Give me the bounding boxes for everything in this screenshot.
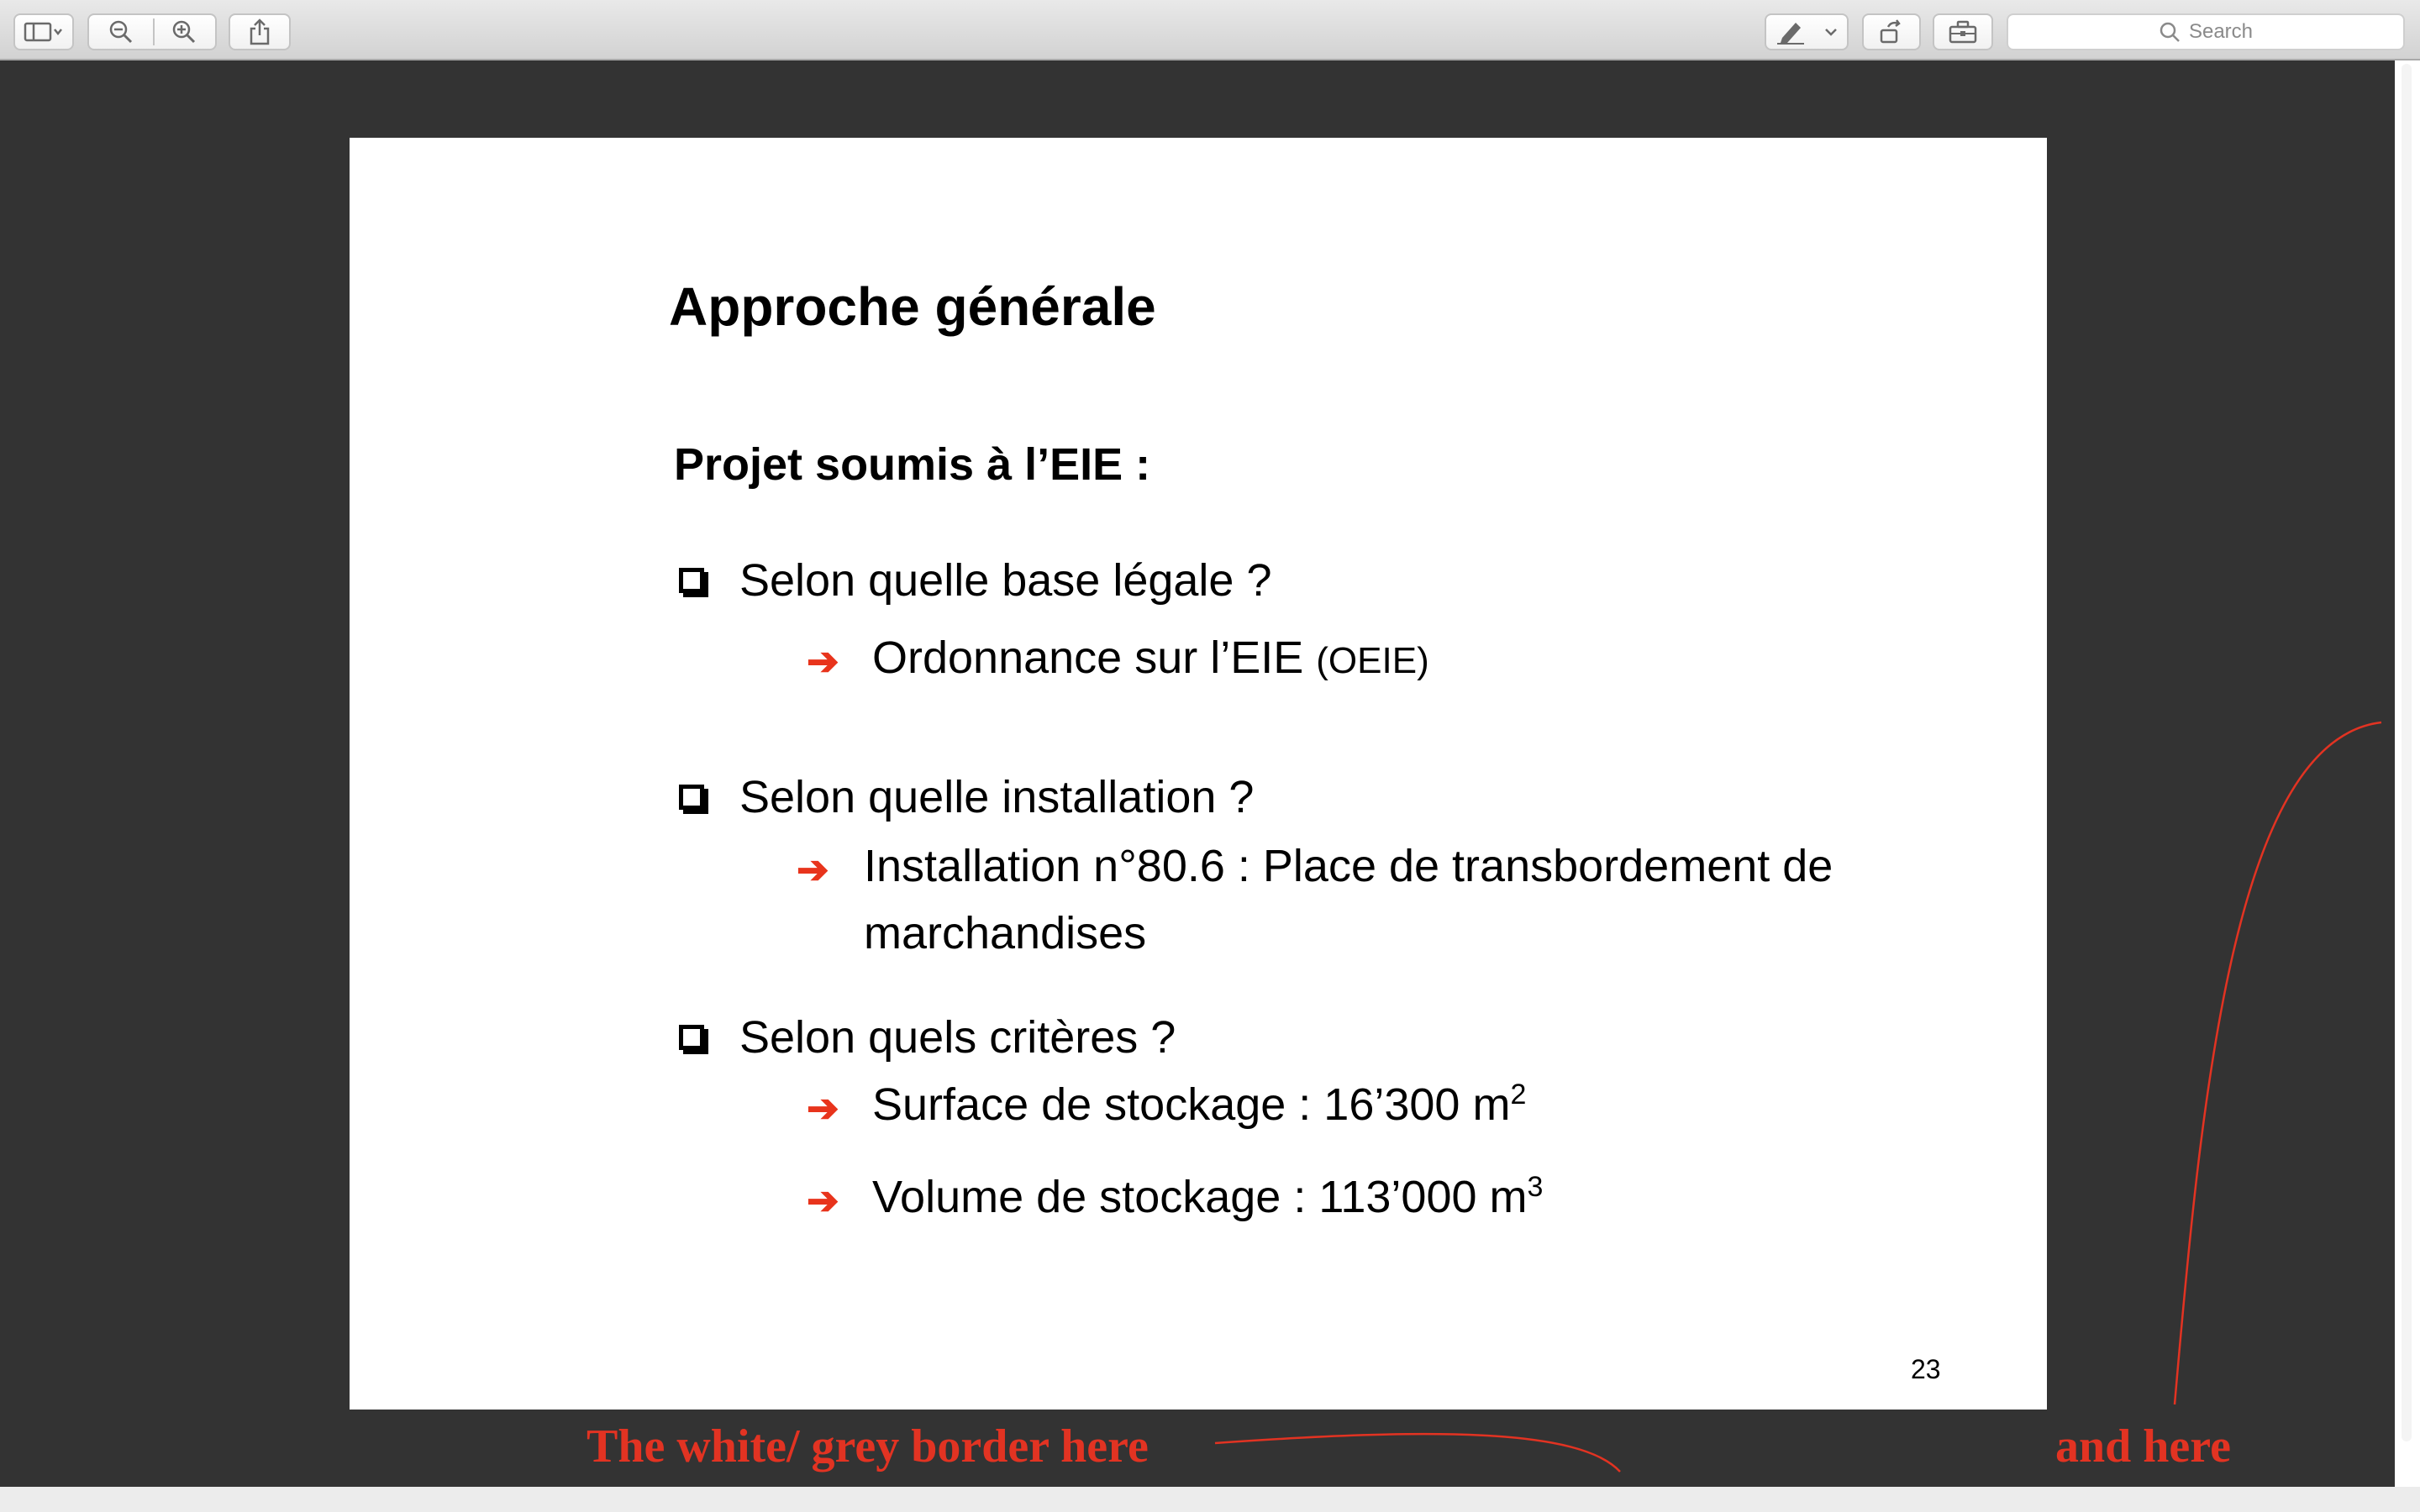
answer-text-line1: Installation n°80.6 : Place de transbordement de bbox=[864, 841, 1833, 891]
rotate-button[interactable] bbox=[1862, 13, 1921, 50]
chevron-down-icon[interactable] bbox=[1823, 26, 1839, 38]
zoom-in-button[interactable] bbox=[171, 18, 197, 45]
markup-pen-icon bbox=[1776, 19, 1806, 45]
answer-text bbox=[872, 632, 1429, 684]
annotation-label-right: and here bbox=[2055, 1420, 2231, 1473]
superscript: 3 bbox=[1527, 1171, 1544, 1203]
slide-title: Approche générale bbox=[669, 276, 1156, 337]
toolbox-button[interactable] bbox=[1933, 13, 1993, 50]
checkbox-bullet-icon bbox=[679, 1025, 704, 1050]
answer-suffix: (OEIE) bbox=[1316, 640, 1429, 681]
superscript: 2 bbox=[1510, 1079, 1527, 1110]
zoom-in-icon bbox=[171, 18, 197, 45]
slide-page bbox=[350, 138, 2047, 1410]
zoom-out-button[interactable] bbox=[108, 18, 134, 45]
scrollbar-thumb[interactable] bbox=[2402, 64, 2412, 1441]
annotation-label-left: The white/ grey border here bbox=[587, 1420, 1149, 1473]
answer-text-line2: marchandises bbox=[864, 908, 1147, 958]
search-input[interactable] bbox=[2007, 13, 2405, 50]
toolbox-icon bbox=[1948, 19, 1978, 45]
right-arrow-icon: ➔ bbox=[797, 848, 829, 891]
share-icon bbox=[248, 18, 271, 45]
right-arrow-icon: ➔ bbox=[807, 639, 839, 683]
slide-subtitle: Projet soumis à l’EIE : bbox=[674, 439, 1151, 490]
answer-text bbox=[872, 1079, 1526, 1131]
divider bbox=[153, 18, 155, 45]
answer-main: Surface de stockage : 16’300 m bbox=[872, 1079, 1511, 1130]
checkbox-bullet-icon bbox=[679, 568, 704, 593]
sidebar-icon bbox=[23, 22, 65, 42]
horizontal-scrollbar[interactable] bbox=[0, 1487, 2420, 1512]
right-arrow-icon: ➔ bbox=[807, 1086, 839, 1130]
sidebar-toggle-button[interactable] bbox=[13, 13, 74, 50]
zoom-controls bbox=[87, 13, 217, 50]
share-button[interactable] bbox=[229, 13, 291, 50]
question-text: Selon quelle base légale ? bbox=[739, 555, 1272, 606]
vertical-scrollbar[interactable] bbox=[2395, 60, 2420, 1487]
page-number: 23 bbox=[1911, 1354, 1941, 1384]
search-icon bbox=[2159, 21, 2181, 43]
rotate-icon bbox=[1878, 18, 1905, 45]
answer-main: Ordonnance sur l’EIE bbox=[872, 633, 1304, 683]
markup-button[interactable] bbox=[1765, 13, 1849, 50]
question-text: Selon quelle installation ? bbox=[739, 772, 1255, 822]
toolbar bbox=[0, 0, 2420, 60]
right-arrow-icon: ➔ bbox=[807, 1179, 839, 1222]
zoom-out-icon bbox=[108, 18, 134, 45]
answer-main: Volume de stockage : 113’000 m bbox=[872, 1172, 1528, 1222]
question-text: Selon quels critères ? bbox=[739, 1012, 1176, 1063]
search-placeholder: Search bbox=[2188, 20, 2254, 43]
checkbox-bullet-icon bbox=[679, 785, 704, 810]
answer-text bbox=[872, 1171, 1543, 1223]
